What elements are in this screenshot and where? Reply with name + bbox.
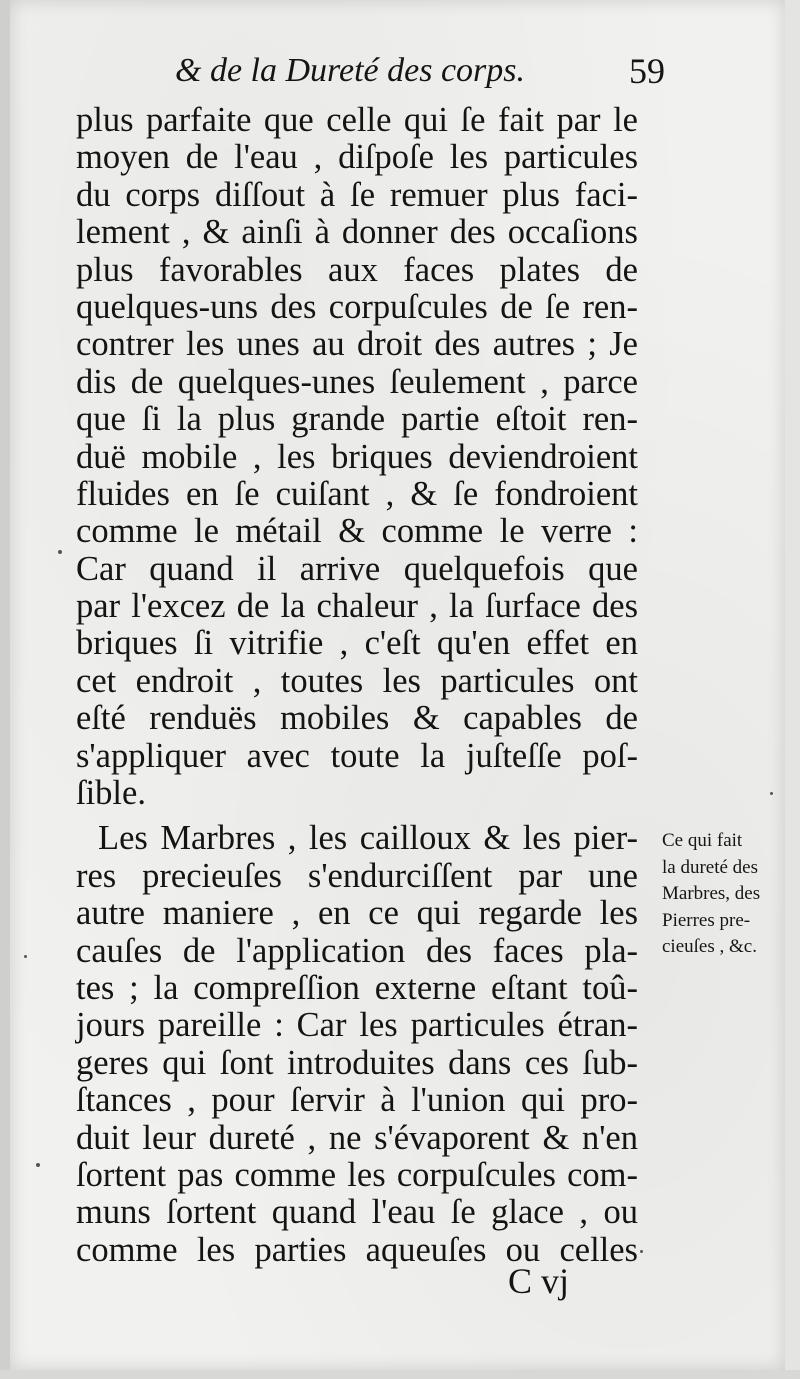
text-line: du corps diſſout à ſe remuer plus faci- (76, 175, 638, 214)
margin-note-line: Pierres pre- (662, 909, 751, 931)
text-line: duit leur dureté , ne s'évaporent & n'en (76, 1118, 638, 1157)
margin-note-line: Ce qui fait (662, 830, 743, 851)
body-text (76, 102, 638, 1269)
text-line: ſible. (76, 774, 146, 813)
text-line: ſtances , pour ſervir à l'union qui pro- (76, 1081, 638, 1120)
text-line: cauſes de l'application des faces pla- (76, 931, 638, 970)
margin-note-line: cieuſes , &c. (662, 936, 757, 957)
text-line: briques ſi vitrifie , c'eſt qu'en effet en (76, 624, 638, 663)
ink-speck (770, 792, 773, 795)
text-line: plus parfaite que celle qui ſe fait par le (76, 101, 638, 139)
signature-mark: C vj (508, 1261, 570, 1301)
text-line: eſté renduës mobiles & capables de (76, 699, 638, 738)
text-line: jours pareille : Car les particules étran- (76, 1006, 638, 1045)
text-line: s'appliquer avec toute la juſteſſe poſ- (76, 736, 638, 775)
paragraph-start-line: Les Marbres , les cailloux & les pier- (98, 819, 638, 858)
text-line: lement , & ainſi à donner des occaſions (76, 213, 638, 252)
ink-speck (36, 1163, 40, 1167)
text-line: contrer les unes au droit des autres ; Je (76, 325, 638, 364)
text-line: geres qui ſont introduites dans ces ſub- (76, 1043, 638, 1082)
running-title: & de la Dureté des corps. (175, 52, 526, 89)
ink-speck (58, 550, 62, 554)
text-line: plus favorables aux faces plates de (76, 250, 638, 289)
text-line: moyen de l'eau , diſpoſe les particules (76, 138, 638, 177)
ink-speck (640, 1250, 643, 1253)
text-line: fluides en ſe cuiſant , & ſe fondroient (76, 474, 638, 513)
margin-note (662, 828, 792, 961)
text-line: duë mobile , les briques deviendroient (76, 437, 638, 476)
text-line: comme le métail & comme le verre : (76, 512, 638, 551)
text-line: autre maniere , en ce qui regarde les (76, 894, 638, 933)
margin-note-line: Marbres, des (662, 883, 761, 904)
page-number: 59 (629, 51, 665, 91)
scan-bottom-edge (0, 1370, 800, 1379)
margin-note-line: la dureté des (662, 856, 759, 878)
text-line: par l'excez de la chaleur , la ſurface des (76, 587, 638, 626)
text-line: res precieuſes s'endurciſſent par une (76, 856, 638, 895)
scan-right-edge (785, 0, 800, 1379)
text-line: Car quand il arrive quelquefois que (76, 549, 638, 588)
text-line: comme les parties aqueuſes ou celles (76, 1230, 638, 1269)
text-line: cet endroit , toutes les particules ont (76, 661, 638, 700)
text-line: quelques-uns des corpuſcules de ſe ren- (76, 287, 638, 326)
page-header (175, 50, 665, 94)
text-line: que ſi la plus grande partie eſtoit ren- (76, 400, 638, 439)
text-line: ſortent pas comme les corpuſcules com- (76, 1155, 638, 1194)
text-line: dis de quelques-unes ſeulement , parce (76, 362, 638, 401)
ink-speck (24, 955, 27, 958)
text-line: tes ; la compreſſion externe eſtant toû- (76, 968, 638, 1007)
text-line: muns ſortent quand l'eau ſe glace , ou (76, 1193, 638, 1232)
scan-left-edge (0, 0, 10, 1379)
